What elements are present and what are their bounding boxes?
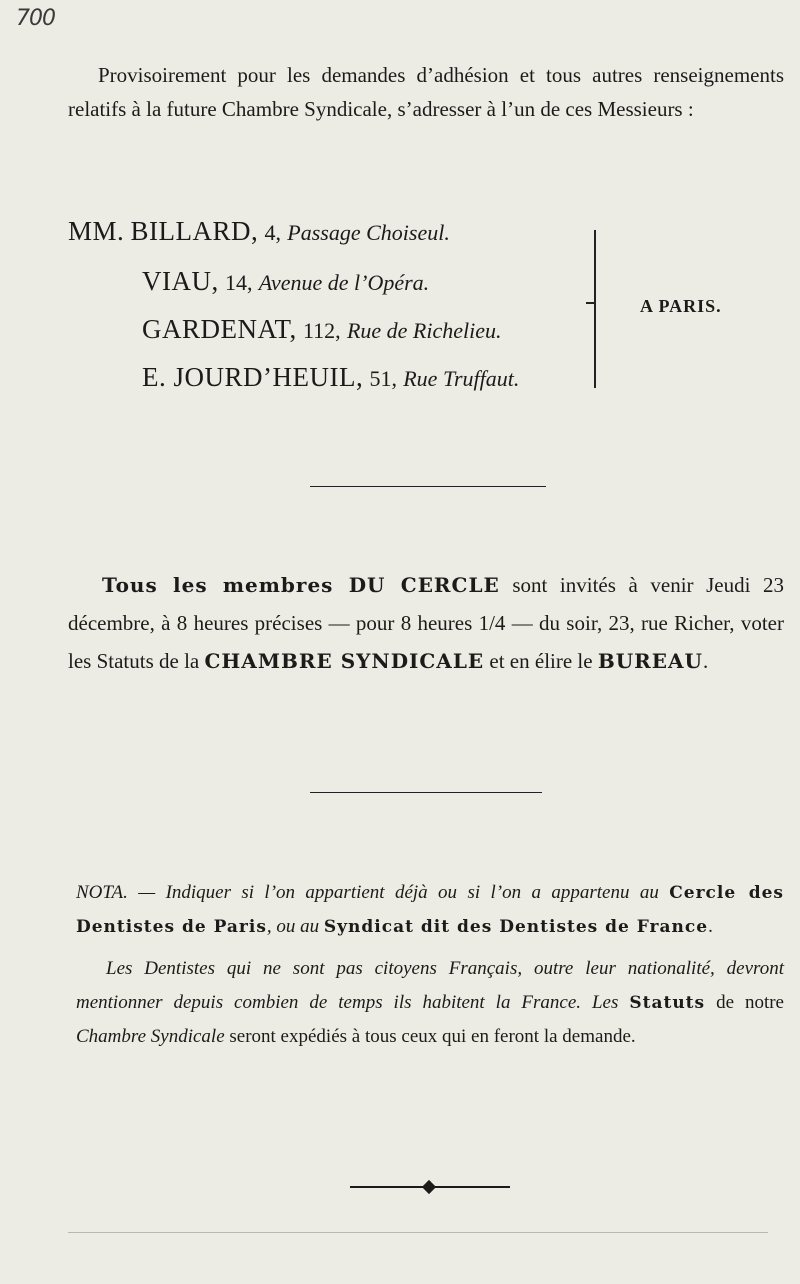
- address-prefix: MM.: [68, 216, 125, 246]
- meeting-text-part-2: et en élire le: [484, 649, 598, 673]
- section-divider: [310, 486, 546, 487]
- chambre-syndicale-bold: CHAMBRE SYNDICALE: [204, 649, 485, 673]
- nota-paragraph: [76, 876, 784, 944]
- address-street: Rue Truffaut.: [403, 366, 520, 391]
- address-line-viau: [142, 266, 429, 297]
- address-street: Passage Choiseul.: [287, 220, 450, 245]
- closing-ornament: [350, 1183, 510, 1193]
- intro-text: Provisoirement pour les demandes d’adhésion et tous autres renseignements relatifs à la future Chambre Syndicale, s’adresser à l’un de ces Messieurs :: [68, 63, 784, 121]
- address-line-jourdheuil: [142, 362, 519, 393]
- syndicat-name-bold: Syndicat dit des Dentistes de France: [323, 917, 709, 937]
- address-name: GARDENAT,: [142, 314, 297, 344]
- address-number: 14,: [225, 270, 253, 295]
- address-block: [0, 212, 800, 402]
- address-line-billard: [68, 216, 450, 247]
- intro-paragraph: [68, 58, 784, 126]
- handwritten-page-number: 700: [16, 6, 55, 31]
- nota-para2-text-b: de notre: [705, 992, 784, 1013]
- address-number: 51,: [369, 366, 397, 391]
- chambre-syndicale-italic: Chambre Syndicale: [76, 1026, 225, 1047]
- nota-foreigners-paragraph: [76, 952, 784, 1054]
- meeting-text-part-3: .: [703, 649, 709, 673]
- address-name: BILLARD,: [130, 216, 259, 246]
- meeting-text: [68, 566, 784, 680]
- meeting-notice: [68, 566, 784, 680]
- section-divider: [310, 792, 542, 793]
- ornament-diamond: [422, 1180, 436, 1194]
- nota-para2-text-c: seront expédiés à tous ceux qui en feront la demande.: [224, 1026, 636, 1047]
- nota-para2-text-a: Les Dentistes qui ne sont pas citoyens Français, outre leur nationalité, devront mentionner depuis combien de temps ils habitent la France. Les: [76, 958, 784, 1013]
- cercle-name-bold: Cercle des Dentistes de Paris: [76, 883, 785, 937]
- nota-end: .: [708, 916, 713, 937]
- address-street: Rue de Richelieu.: [346, 318, 502, 343]
- address-number: 112,: [303, 318, 341, 343]
- address-number: 4,: [264, 220, 282, 245]
- grouping-brace-point: [586, 302, 596, 304]
- statuts-bold: Statuts: [629, 993, 706, 1013]
- grouping-brace: [594, 230, 604, 388]
- address-line-gardenat: [142, 314, 501, 345]
- address-name: E. JOURD’HEUIL,: [142, 362, 364, 392]
- footer-rule: [68, 1232, 768, 1233]
- city-label: A PARIS.: [640, 296, 722, 316]
- bureau-bold: BUREAU: [597, 649, 703, 673]
- nota-label: NOTA. — Indiquer si l’on appartient déjà ou si l’on a appartenu au: [76, 882, 659, 903]
- meeting-text-part-1: sont invités à venir Jeudi 23 décembre, à 8 heures précises — pour 8 heures 1/4 — du soir, 23, rue Richer, voter les Statuts de la: [68, 573, 784, 673]
- meeting-lead-bold: Tous les membres DU CERCLE: [102, 573, 500, 597]
- nota-mid: , ou au: [266, 916, 324, 937]
- address-name: VIAU,: [142, 266, 219, 296]
- nota-section: [76, 876, 784, 1054]
- address-street: Avenue de l’Opéra.: [258, 270, 430, 295]
